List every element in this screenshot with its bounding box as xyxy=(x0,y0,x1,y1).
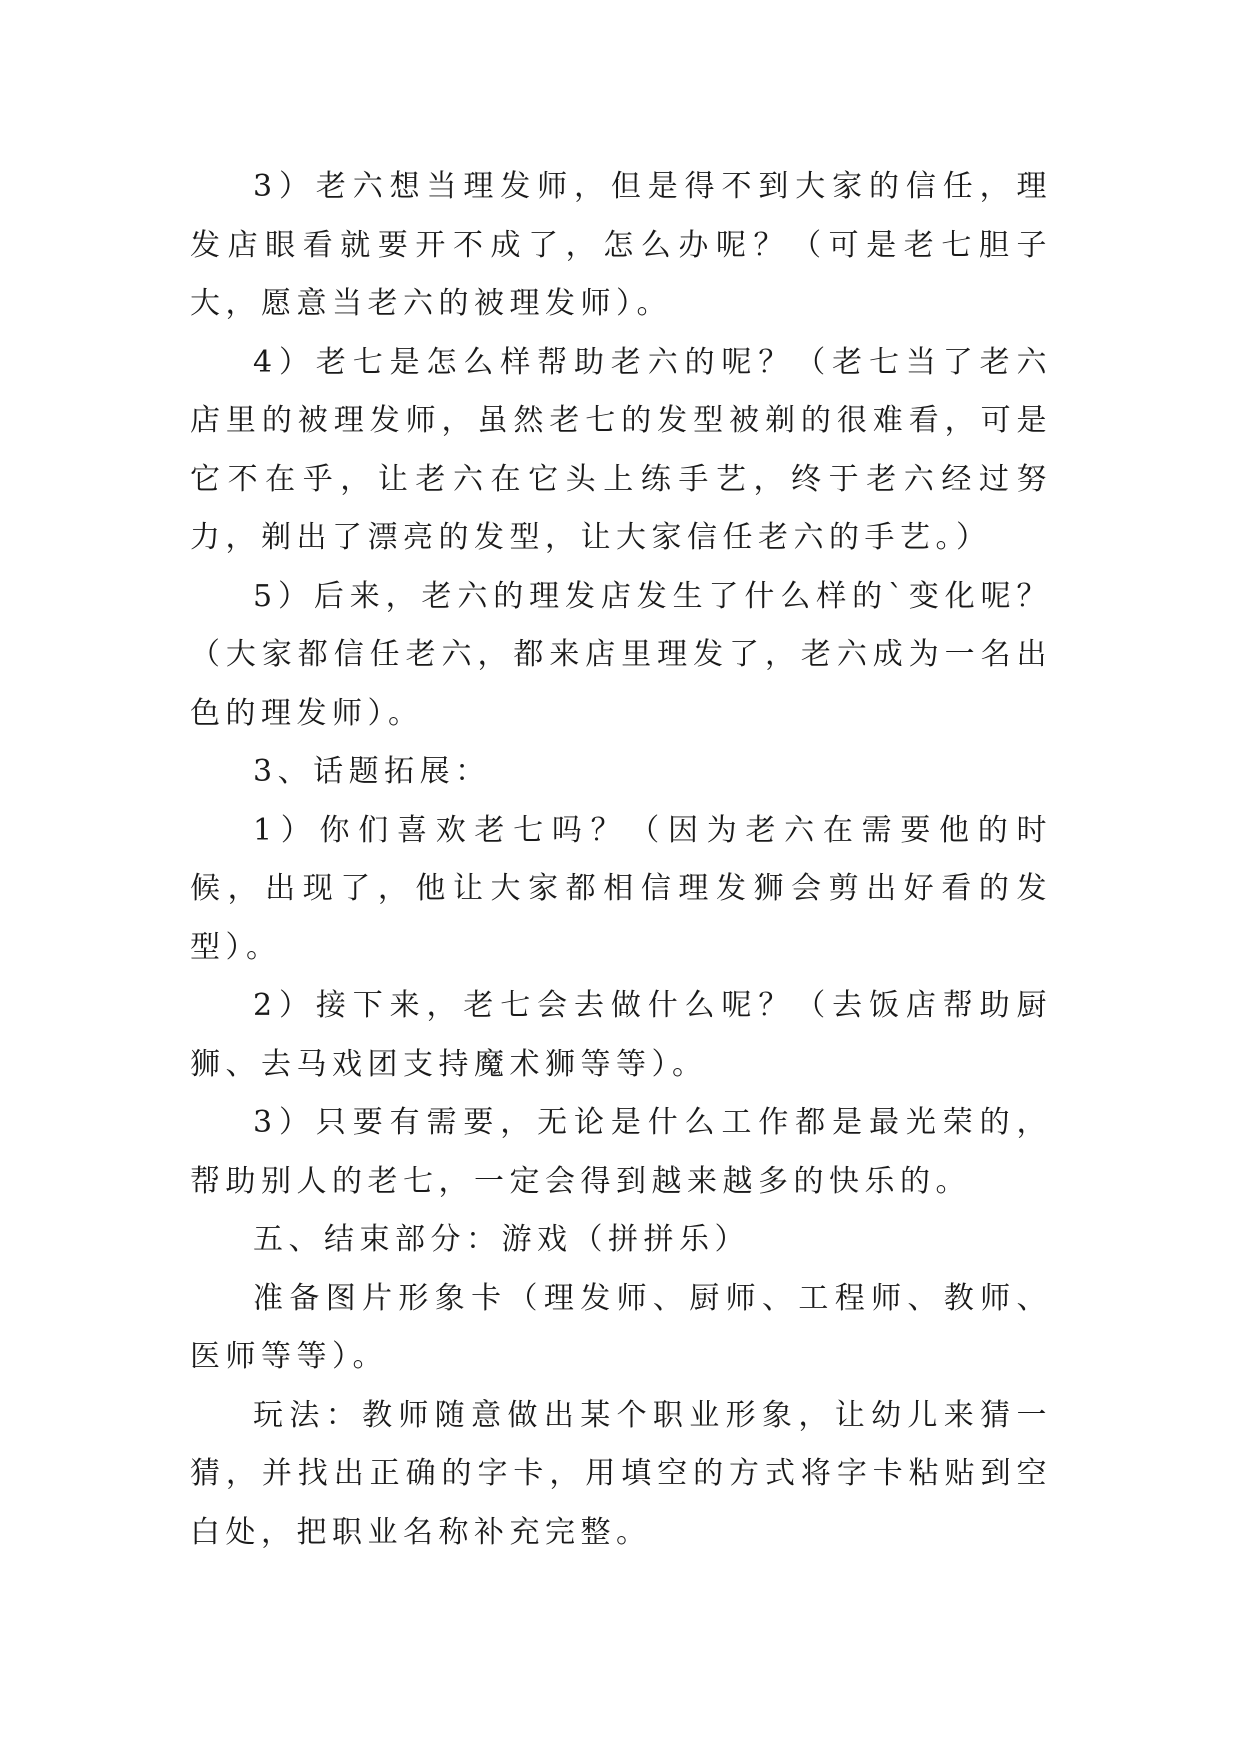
paragraph-extension-1: 1）你们喜欢老七吗？（因为老六在需要他的时候，出现了，他让大家都相信理发狮会剪出好看的发型）。 xyxy=(190,812,1052,965)
paragraph-extension-2: 2）接下来，老七会去做什么呢？（去饭店帮助厨狮、去马戏团支持魔术狮等等）。 xyxy=(190,988,1052,1082)
paragraph-question-3: 3）老六想当理发师，但是得不到大家的信任，理发店眼看就要开不成了，怎么办呢？（可是老七胆子大，愿意当老六的被理发师）。 xyxy=(190,169,1052,321)
paragraph-extension-3: 3）只要有需要，无论是什么工作都是最光荣的，帮助别人的老七，一定会得到越来越多的快乐的。 xyxy=(190,1105,1052,1199)
paragraph-preparation: 准备图片形象卡（理发师、厨师、工程师、教师、医师等等）。 xyxy=(190,1280,1052,1374)
document-body xyxy=(190,158,1052,1562)
paragraph-question-5: 5）后来，老六的理发店发生了什么样的`变化呢？（大家都信任老六，都来店里理发了，老六成为一名出色的理发师）。 xyxy=(190,578,1052,731)
section-heading-ending: 五、结束部分：游戏（拼拼乐） xyxy=(253,1222,750,1257)
section-heading-topic-extension: 3、话题拓展： xyxy=(253,754,491,789)
paragraph-question-4: 4）老七是怎么样帮助老六的呢？（老七当了老六店里的被理发师，虽然老七的发型被剃的很难看，可是它不在乎，让老六在它头上练手艺，终于老六经过努力，剃出了漂亮的发型，让大家信任老六的手艺。） xyxy=(190,344,1052,555)
paragraph-gameplay: 玩法：教师随意做出某个职业形象，让幼儿来猜一猜，并找出正确的字卡，用填空的方式将字卡粘贴到空白处，把职业名称补充完整。 xyxy=(190,1397,1052,1550)
